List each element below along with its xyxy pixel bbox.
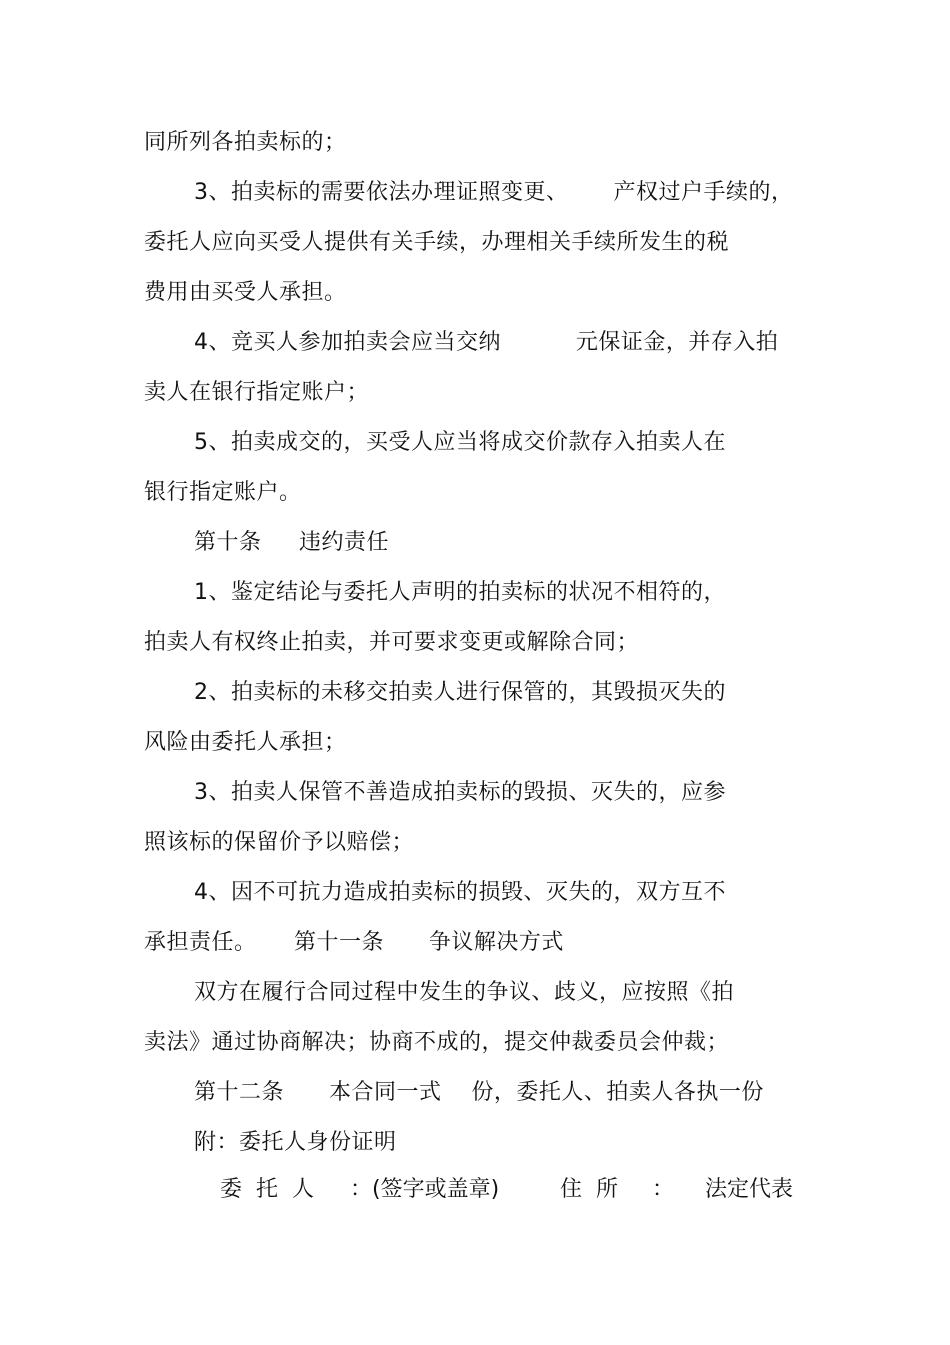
- section-heading: 第十条 违约责任: [194, 530, 389, 555]
- attachment-note: 附：委托人身份证明: [194, 1130, 397, 1155]
- text-line: 风险由委托人承担；: [144, 730, 347, 755]
- text-line: 卖法》通过协商解决；协商不成的，提交仲裁委员会仲裁；: [144, 1030, 730, 1055]
- text-line: 双方在履行合同过程中发生的争议、歧义，应按照《拍: [194, 980, 735, 1005]
- section-heading: 第十二条 本合同一式 份，委托人、拍卖人各执一份: [194, 1080, 764, 1105]
- text-line: 照该标的保留价予以赔偿；: [144, 830, 415, 855]
- address-colon: ：: [652, 1177, 675, 1202]
- text-line: 5、拍卖成交的，买受人应当将成交价款存入拍卖人在: [194, 430, 726, 455]
- signature-row: [220, 1173, 820, 1207]
- text-line: 卖人在银行指定账户；: [144, 380, 370, 405]
- text-line: 4、因不可抗力造成拍卖标的损毁、灭失的，双方互不: [194, 880, 726, 905]
- text-line: 委托人应向买受人提供有关手续，办理相关手续所发生的税: [144, 230, 730, 255]
- entrustor-sign-field: ：(签字或盖章): [350, 1177, 500, 1202]
- text-line: 银行指定账户。: [144, 480, 302, 505]
- text-line: 2、拍卖标的未移交拍卖人进行保管的，其毁损灭失的: [194, 680, 726, 705]
- text-line: 同所列各拍卖标的；: [144, 130, 347, 155]
- text-line: 3、拍卖标的需要依法办理证照变更、 产权过户手续的，: [194, 180, 794, 205]
- text-line: 费用由买受人承担。: [144, 280, 347, 305]
- text-line: 3、拍卖人保管不善造成拍卖标的毁损、灭失的，应参: [194, 780, 726, 805]
- address-label: 住 所: [560, 1177, 618, 1202]
- text-line: 拍卖人有权终止拍卖，并可要求变更或解除合同；: [144, 630, 640, 655]
- text-line: 4、竞买人参加拍卖会应当交纳 元保证金，并存入拍: [194, 330, 779, 355]
- text-line: 1、鉴定结论与委托人声明的拍卖标的状况不相符的，: [194, 580, 726, 605]
- legal-rep-label: 法定代表: [705, 1177, 794, 1202]
- text-line: 承担责任。 第十一条 争议解决方式: [144, 930, 564, 955]
- entrustor-label: 委 托 人: [220, 1177, 314, 1202]
